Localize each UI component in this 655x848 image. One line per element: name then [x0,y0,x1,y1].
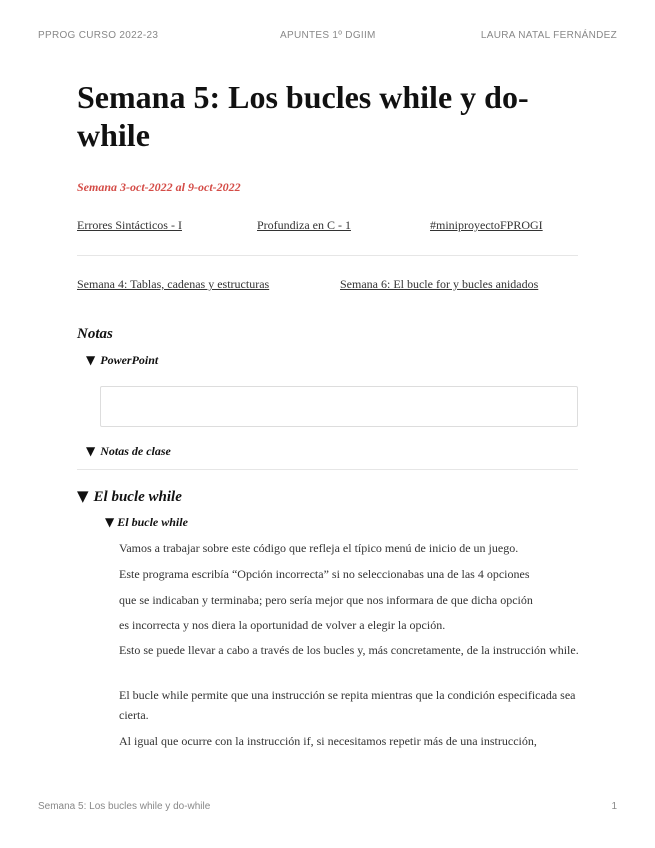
footer-title: Semana 5: Los bucles while y do-while [38,801,211,812]
toggle-notas-de-clase[interactable] [86,444,171,459]
paragraph: es incorrecta y nos diera la oportunidad de volver a elegir la opción. [119,618,446,632]
triangle-down-icon: ▼ [77,487,89,505]
powerpoint-embed[interactable] [100,386,578,427]
toggle-el-bucle-while[interactable] [77,487,182,506]
notes-heading: Notas [77,326,113,342]
toggle-label: PowerPoint [100,353,159,367]
header-course: PPROG CURSO 2022-23 [38,30,159,41]
toggle-label: Notas de clase [100,444,171,458]
paragraph: Al igual que ocurre con la instrucción if, si necesitamos repetir más de una instrucción, [119,734,537,748]
page-number: 1 [611,801,617,812]
paragraph: Vamos a trabajar sobre este código que refleja el típico menú de inicio de un juego. [119,541,519,555]
link-profundiza-en-c[interactable]: Profundiza en C - 1 [257,218,351,232]
header-subject: APUNTES 1º DGIIM [280,30,376,41]
link-miniproyecto[interactable]: #miniproyectoFPROGI [430,218,543,232]
paragraph: El bucle while permite que una instrucción se repita mientras que la condición especificada sea cierta. [119,688,576,722]
triangle-down-icon: ▼ [86,353,96,367]
subtoggle-el-bucle-while[interactable] [105,515,188,530]
paragraph: Este programa escribía “Opción incorrecta” si no seleccionabas una de las 4 opciones [119,567,530,581]
link-semana-6[interactable]: Semana 6: El bucle for y bucles anidados [340,277,539,291]
triangle-down-icon: ▼ [105,515,115,529]
link-errores-sintacticos[interactable]: Errores Sintácticos - I [77,218,182,232]
toggle-label: El bucle while [117,515,188,529]
divider [77,469,578,470]
paragraph: Esto se puede llevar a cabo a través de los bucles y, más concretamente, de la instrucción while. [119,643,579,657]
page-title: Semana 5: Los bucles while y do-while [77,79,529,153]
divider [77,255,578,256]
date-range: Semana 3-oct-2022 al 9-oct-2022 [77,180,241,194]
toggle-powerpoint[interactable] [86,353,158,368]
triangle-down-icon: ▼ [86,444,96,458]
paragraph: que se indicaban y terminaba; pero sería mejor que nos informara de que dicha opción [119,593,533,607]
toggle-label: El bucle while [93,489,182,505]
header-author: LAURA NATAL FERNÁNDEZ [480,30,617,41]
link-semana-4[interactable]: Semana 4: Tablas, cadenas y estructuras [77,277,270,291]
